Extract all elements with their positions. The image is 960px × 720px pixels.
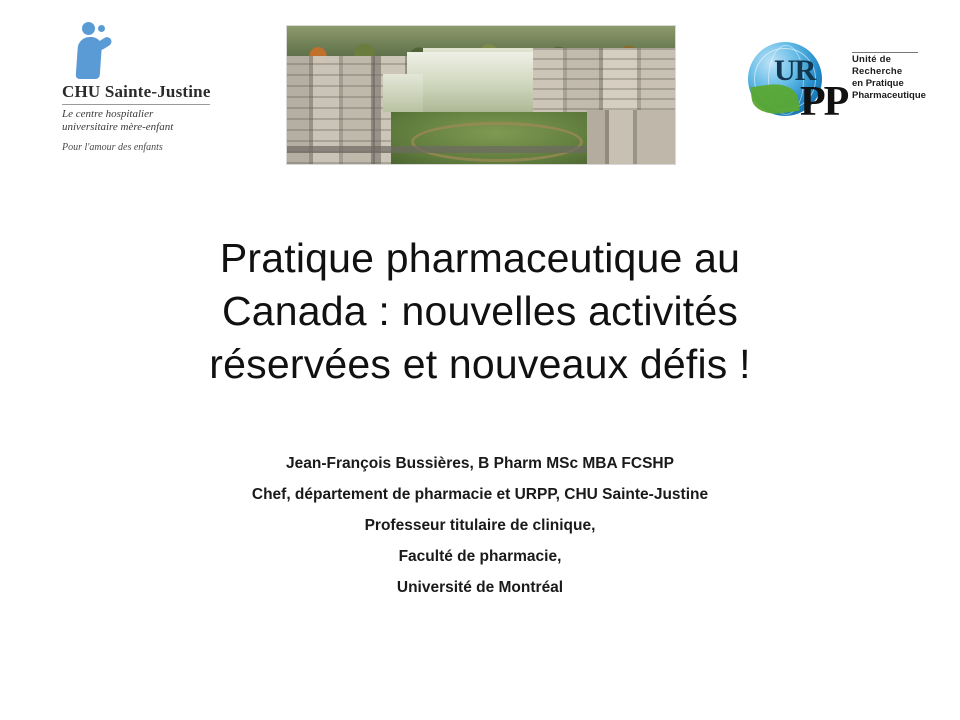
author-faculty-line: Faculté de pharmacie, — [398, 548, 562, 565]
author-role-line: Chef, département de pharmacie et URPP, CHU Sainte-Justine — [251, 486, 709, 503]
urpp-logo-text — [852, 54, 932, 102]
chu-head-shape — [82, 22, 95, 35]
chu-dot-shape — [98, 25, 105, 32]
chu-logo-name: CHU Sainte-Justine — [62, 82, 211, 101]
hospital-aerial-photo — [286, 25, 676, 165]
photo-running-track — [411, 122, 583, 162]
slide-title — [60, 232, 900, 391]
chu-logo-subtitle — [62, 108, 262, 134]
chu-logo-tagline: Pour l'amour des enfants — [62, 142, 163, 153]
slide-title-line-1: Pratique pharmaceutique au — [219, 235, 741, 282]
urpp-initials-bottom: PP — [800, 79, 848, 125]
author-name-line: Jean-François Bussières, B Pharm MSc MBA FCSHP — [286, 455, 674, 472]
urpp-text-line3: Pharmaceutique — [852, 90, 926, 101]
urpp-logo-divider — [852, 52, 918, 53]
urpp-text-line2: en Pratique — [852, 78, 904, 89]
slide-title-line-2: Canada : nouvelles activités — [221, 288, 739, 335]
photo-houses-foreground — [587, 110, 675, 164]
chu-sainte-justine-logo — [62, 22, 262, 157]
chu-child-mark-icon — [70, 22, 116, 80]
slide-header — [0, 0, 960, 180]
chu-arm-shape — [95, 35, 113, 51]
chu-logo-subtitle-line2: universitaire mère-enfant — [62, 121, 174, 133]
urpp-initials-top: UR — [774, 54, 816, 87]
urpp-logo — [748, 40, 926, 132]
photo-hospital-wing — [383, 74, 423, 112]
author-title-line: Professeur titulaire de clinique, — [364, 517, 596, 534]
author-university-line: Université de Montréal — [396, 579, 564, 596]
urpp-text-line1: Unité de Recherche — [852, 54, 903, 77]
slide-subtitle — [60, 448, 900, 603]
chu-logo-divider — [62, 104, 210, 105]
slide-title-line-3: réservées et nouveaux défis ! — [209, 341, 751, 388]
chu-logo-subtitle-line1: Le centre hospitalier — [62, 108, 154, 120]
